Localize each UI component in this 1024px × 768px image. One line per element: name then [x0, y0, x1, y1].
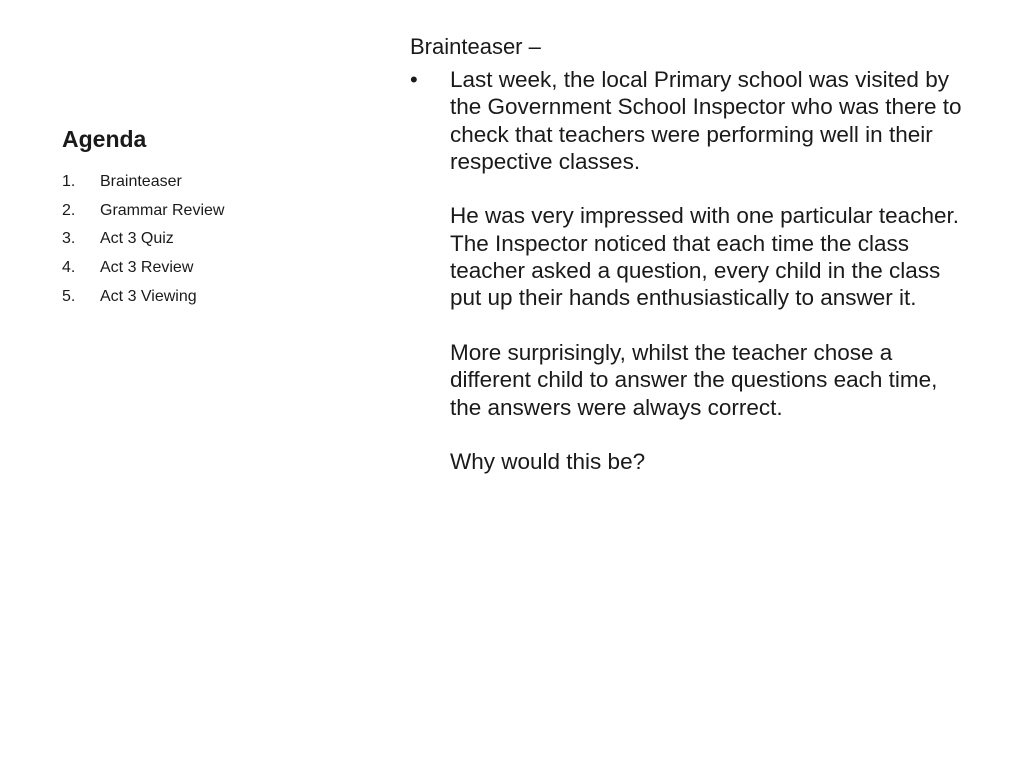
brainteaser-paragraph-1: Last week, the local Primary school was visited by the Government School Inspector who was there to check that teachers were performing well in their respective classes. — [450, 67, 962, 174]
agenda-title: Agenda — [62, 126, 147, 152]
brainteaser-bullet-item — [410, 66, 990, 475]
agenda-item-act3-viewing — [62, 283, 362, 312]
bullet-icon: • — [410, 67, 418, 92]
agenda-item-brainteaser — [62, 168, 362, 197]
agenda-item-number: 4. — [62, 259, 76, 277]
agenda-item-act3-review — [62, 254, 362, 283]
agenda-item-label: Grammar Review — [100, 201, 225, 219]
agenda-item-label: Brainteaser — [100, 173, 182, 190]
agenda-list — [62, 168, 362, 311]
brainteaser-heading: Brainteaser – — [410, 34, 541, 59]
agenda-item-number: 1. — [62, 173, 76, 190]
agenda-item-label: Act 3 Quiz — [100, 230, 174, 248]
agenda-item-label: Act 3 Viewing — [100, 287, 197, 305]
agenda-panel — [62, 124, 362, 311]
agenda-item-act3-quiz — [62, 225, 362, 254]
brainteaser-question: Why would this be? — [450, 449, 646, 475]
brainteaser-paragraph-3: More surprisingly, whilst the teacher chose a different child to answer the questions each time, the answers were always correct. — [450, 339, 938, 420]
brainteaser-panel — [410, 32, 990, 475]
agenda-item-number: 2. — [62, 201, 76, 219]
brainteaser-body — [450, 66, 970, 475]
agenda-item-number: 3. — [62, 230, 76, 248]
brainteaser-paragraph-2: He was very impressed with one particular teacher. The Inspector noticed that each time the class teacher asked a question, every child in the class put up their hands enthusiastically to answer it. — [450, 203, 959, 311]
agenda-item-number: 5. — [62, 287, 76, 305]
agenda-item-label: Act 3 Review — [100, 259, 194, 277]
agenda-item-grammar-review — [62, 197, 362, 226]
